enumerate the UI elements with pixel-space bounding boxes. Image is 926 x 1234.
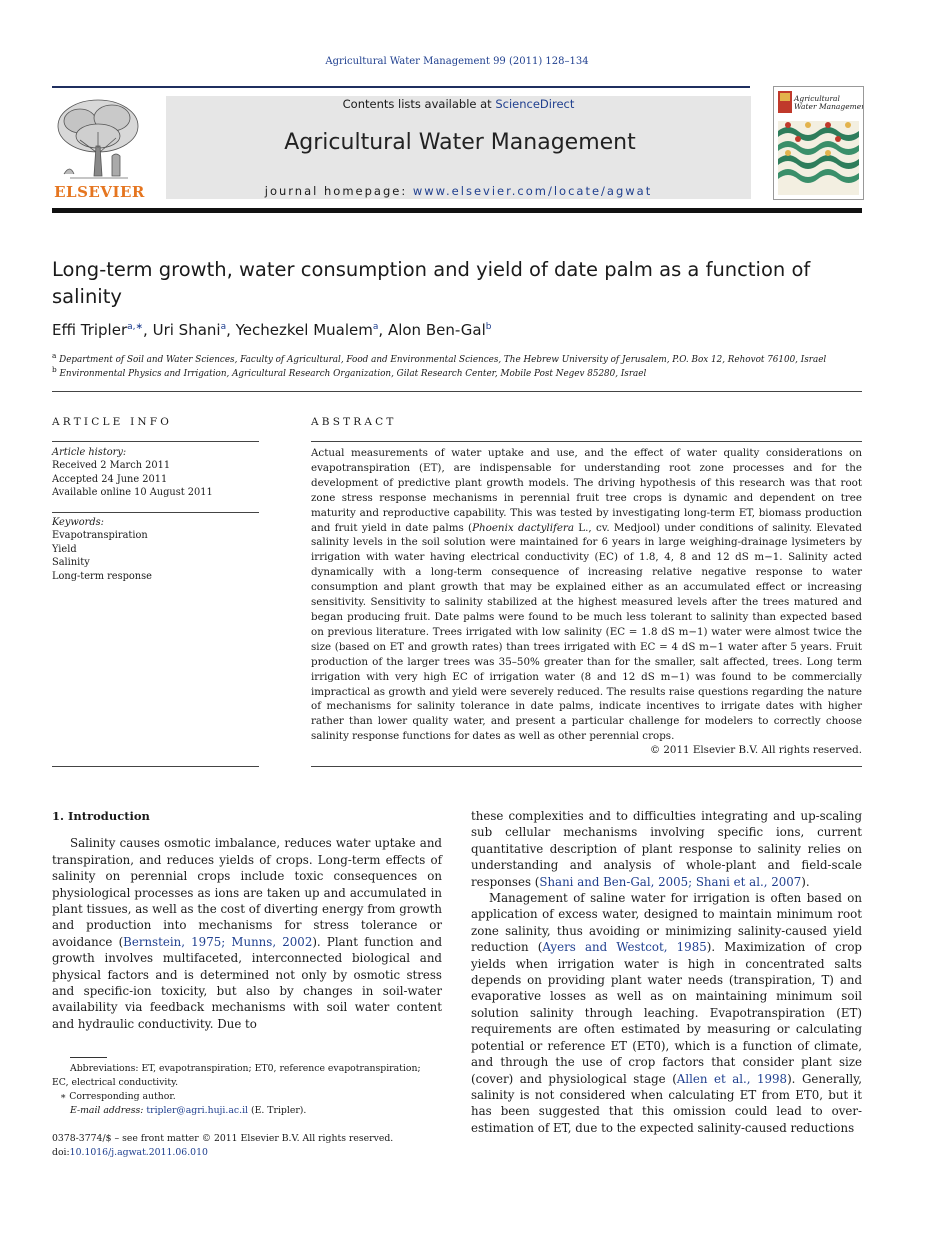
section-heading: 1. Introduction	[52, 809, 150, 823]
paragraph-text: Salinity causes osmotic imbalance, reduces water uptake and transpiration, and reduces yields of crops. Long-term effects of salinity on perennial crops include toxic consequences on physiological processes as ions are taken up and accumulated in plant tissues, as well as the cost of diverting energy from growth and production into mechanisms for stress tolerance or avoidance (	[52, 836, 442, 949]
paragraph	[471, 890, 862, 1136]
received-date: Received 2 March 2011	[52, 460, 171, 472]
paragraph-text: ). Maximization of crop yields when irrigation water is high in concentrated salts depends on providing plant water needs (transpiration, T) and evaporative losses as well as on maintaining minimum soil solution salinity through leaching. Evapotranspiration (ET) requirements are often estimated by measuring or calculating potential or reference ET (ET0), which is a function of climate, and through the use of crop factors that consider plant size (cover) and physiological stage (	[471, 940, 862, 1086]
copyright-line: © 2011 Elsevier B.V. All rights reserved.	[649, 744, 862, 756]
article-title: Long-term growth, water consumption and yield of date palm as a function of salinity	[52, 258, 811, 308]
author-affiliation-mark[interactable]: a,∗	[127, 322, 144, 332]
affiliation-a: $^a$ Department of Soil and Water Sciences, Faculty of Agricultural, Food and Environmental Sciences, The Hebrew University of Jerusalem, P.O. Box 12, Rehovot 76100, Israel	[52, 351, 827, 365]
footnote-rule	[70, 1057, 107, 1058]
doi-link[interactable]: 10.1016/j.agwat.2011.06.010	[69, 1146, 208, 1158]
journal-title: Agricultural Water Management	[284, 130, 636, 155]
citation-link[interactable]: Bernstein, 1975; Munns, 2002	[123, 934, 313, 949]
keyword: Yield	[52, 543, 77, 555]
keywords-label: Keywords:	[52, 517, 104, 528]
paragraph-text: ). Generally, salinity is not considered when calculating ET from ET0, but it has been suggested that this omission could lead to over-estimation of ET, due to the expected salinity-caused reductions	[471, 1071, 862, 1135]
abstract-part: Actual measurements of water uptake and use, and the effect of water quality considerations on evapotranspiration (ET), are indispensable for understanding root zone processes and for the development of predictive plant growth models. The driving hypothesis of this research was that root zone stress response mechanisms in perennial fruit tree crops is dynamic and dependent on tree maturity and reproductive capability. This was tested by investigating long-term ET, biomass production and fruit yield in date palms (	[311, 447, 862, 534]
history-label: Article history:	[52, 447, 127, 458]
paragraph	[471, 808, 862, 890]
affiliation-b: $^b$ Environmental Physics and Irrigation, Agricultural Research Organization, Gilat Research Center, Mobile Post Negev 85280, Israel	[52, 365, 647, 379]
abstract-text	[311, 446, 862, 744]
section-rule	[52, 391, 862, 392]
citation-link[interactable]: Shani and Ben-Gal, 2005; Shani et al., 2007	[539, 874, 802, 889]
doi-line	[52, 1146, 452, 1160]
body-column-right	[471, 808, 862, 1136]
body-column-left	[52, 808, 442, 1032]
author-affiliation-mark[interactable]: a	[372, 322, 379, 332]
abstract-part: L., cv. Medjool) under conditions of salinity. Elevated salinity levels in the soil solution were maintained for 6 years in large weighing-drainage lysimeters by irrigation with water having electrical conductivity (EC) of 1.8, 4, 8 and 12 dS m−1. Salinity acted dynamically with a long-term consequence of increasing relative negative response to water consumption and plant growth that may be explained either as an accumulated effect or increasing sensitivity. Sensitivity to salinity stabilized at the highest measured levels after the trees matured and began producing fruit. Date palms were found to be much less tolerant to salinity than expected based on previous literature. Trees irrigated with low salinity (EC = 1.8 dS m−1) water were almost twice the size (based on ET and growth rates) than trees irrigated with EC = 4 dS m−1 water after 5 years. Fruit production of the larger trees was 35–50% greater than for the smaller, salt affected, trees. Long term irrigation with very high EC of irrigation water (8 and 12 dS m−1) was found to be commercially impractical as growth and yield were severely reduced. The results raise questions regarding the nature of mechanisms for salinity tolerance in date palms, indicate incentives to irrigate dates with higher rather than lower quality water, and present a particular challenge for modelers to correctly choose salinity response functions for dates as well as other perennial crops.	[311, 521, 862, 743]
doi-prefix: doi:	[52, 1146, 70, 1158]
sciencedirect-link[interactable]: ScienceDirect	[495, 97, 575, 111]
affiliation-b-text: Environmental Physics and Irrigation, Agricultural Research Organization, Gilat Research Center, Mobile Post Negev 85280, Israel	[59, 368, 647, 379]
keyword: Salinity	[52, 557, 90, 569]
paragraph-text: ). Plant function and growth involves multifaceted, interconnected biological and physical factors and is determined not only by osmotic stress and specific-ion toxicity, but also by changes in soil-water availability via feedback mechanisms with soil water content and hydraulic conductivity. Due to	[52, 934, 442, 1031]
email-label: E-mail address:	[70, 1105, 147, 1116]
citation-link[interactable]: Allen et al., 1998	[676, 1071, 788, 1086]
homepage-line	[166, 184, 751, 198]
abstract-heading: ABSTRACT	[311, 416, 397, 428]
citation-link[interactable]: Ayers and Westcot, 1985	[542, 940, 707, 955]
paragraph-text: Management of saline water for irrigation is often based on application of excess water, designed to maintain minimum root zone salinity, thus avoiding or minimizing salinity-caused yield reduction (	[471, 891, 862, 955]
keyword: Evapotranspiration	[52, 530, 148, 542]
contents-line	[166, 97, 751, 111]
article-info-rule	[52, 512, 259, 513]
article-info-heading: ARTICLE INFO	[52, 416, 173, 428]
cover-title-line1: Agricultural	[794, 94, 840, 103]
homepage-link[interactable]: www.elsevier.com/locate/agwat	[412, 184, 653, 198]
abstract-rule	[311, 766, 862, 767]
article-info-rule	[52, 441, 259, 442]
contents-prefix: Contents lists available at	[342, 97, 496, 111]
issn-line: 0378-3774/$ – see front matter © 2011 Elsevier B.V. All rights reserved.	[52, 1133, 394, 1144]
author-name: Yechezkel Mualem	[235, 321, 373, 339]
keyword: Long-term response	[52, 570, 152, 582]
email-link[interactable]: tripler@agri.huji.ac.il	[146, 1105, 249, 1116]
article-history	[52, 446, 262, 500]
paragraph	[52, 835, 442, 1032]
header-thick-rule	[52, 208, 862, 213]
paragraph-text: ).	[801, 874, 810, 889]
keywords-block	[52, 516, 262, 583]
elsevier-wordmark: ELSEVIER	[54, 183, 145, 201]
homepage-prefix: journal homepage:	[264, 184, 413, 198]
abstract-rule	[311, 441, 862, 442]
abbreviations-note: Abbreviations: ET, evapotranspiration; ET0, reference evapotranspiration; EC, electrical conductivity.	[52, 1063, 421, 1088]
journal-cover-art-icon	[774, 87, 863, 199]
article-info-rule	[52, 766, 259, 767]
footnotes	[52, 1062, 432, 1118]
affiliation-a-text: Department of Soil and Water Sciences, Faculty of Agricultural, Food and Environmental Sciences, The Hebrew University of Jerusalem, P.O. Box 12, Rehovot 76100, Israel	[59, 354, 827, 365]
email-suffix: (E. Tripler).	[248, 1105, 307, 1116]
author-name: Alon Ben-Gal	[387, 321, 486, 339]
author-name: Uri Shani	[152, 321, 221, 339]
journal-citation[interactable]: Agricultural Water Management 99 (2011) 128–134	[325, 56, 589, 67]
front-matter	[52, 1132, 452, 1159]
accepted-date: Accepted 24 June 2011	[52, 473, 168, 485]
author-affiliation-mark[interactable]: a	[220, 322, 227, 332]
author-affiliation-mark[interactable]: b	[485, 322, 492, 332]
paragraph-text: these complexities and to difficulties integrating and up-scaling sub cellular mechanisms involving specific ions, current quantitative description of plant response to salinity relies on understanding and analysis of whole-plant and field-scale responses (	[471, 809, 862, 889]
species-name: Phoenix dactylifera	[472, 521, 574, 534]
corresponding-note: ∗ Corresponding author.	[60, 1091, 176, 1102]
header-rule	[52, 86, 750, 88]
email-note	[52, 1104, 432, 1118]
cover-title-line2: Water Management	[794, 102, 863, 111]
online-date: Available online 10 August 2011	[52, 487, 213, 499]
author-list: Effi Tripler$^{a,∗}$, Uri Shani$^a$, Yechezkel Mualem$^a$, Alon Ben-Gal$^b$	[52, 321, 492, 339]
journal-cover[interactable]	[773, 86, 864, 200]
author-name: Effi Tripler	[52, 321, 128, 339]
